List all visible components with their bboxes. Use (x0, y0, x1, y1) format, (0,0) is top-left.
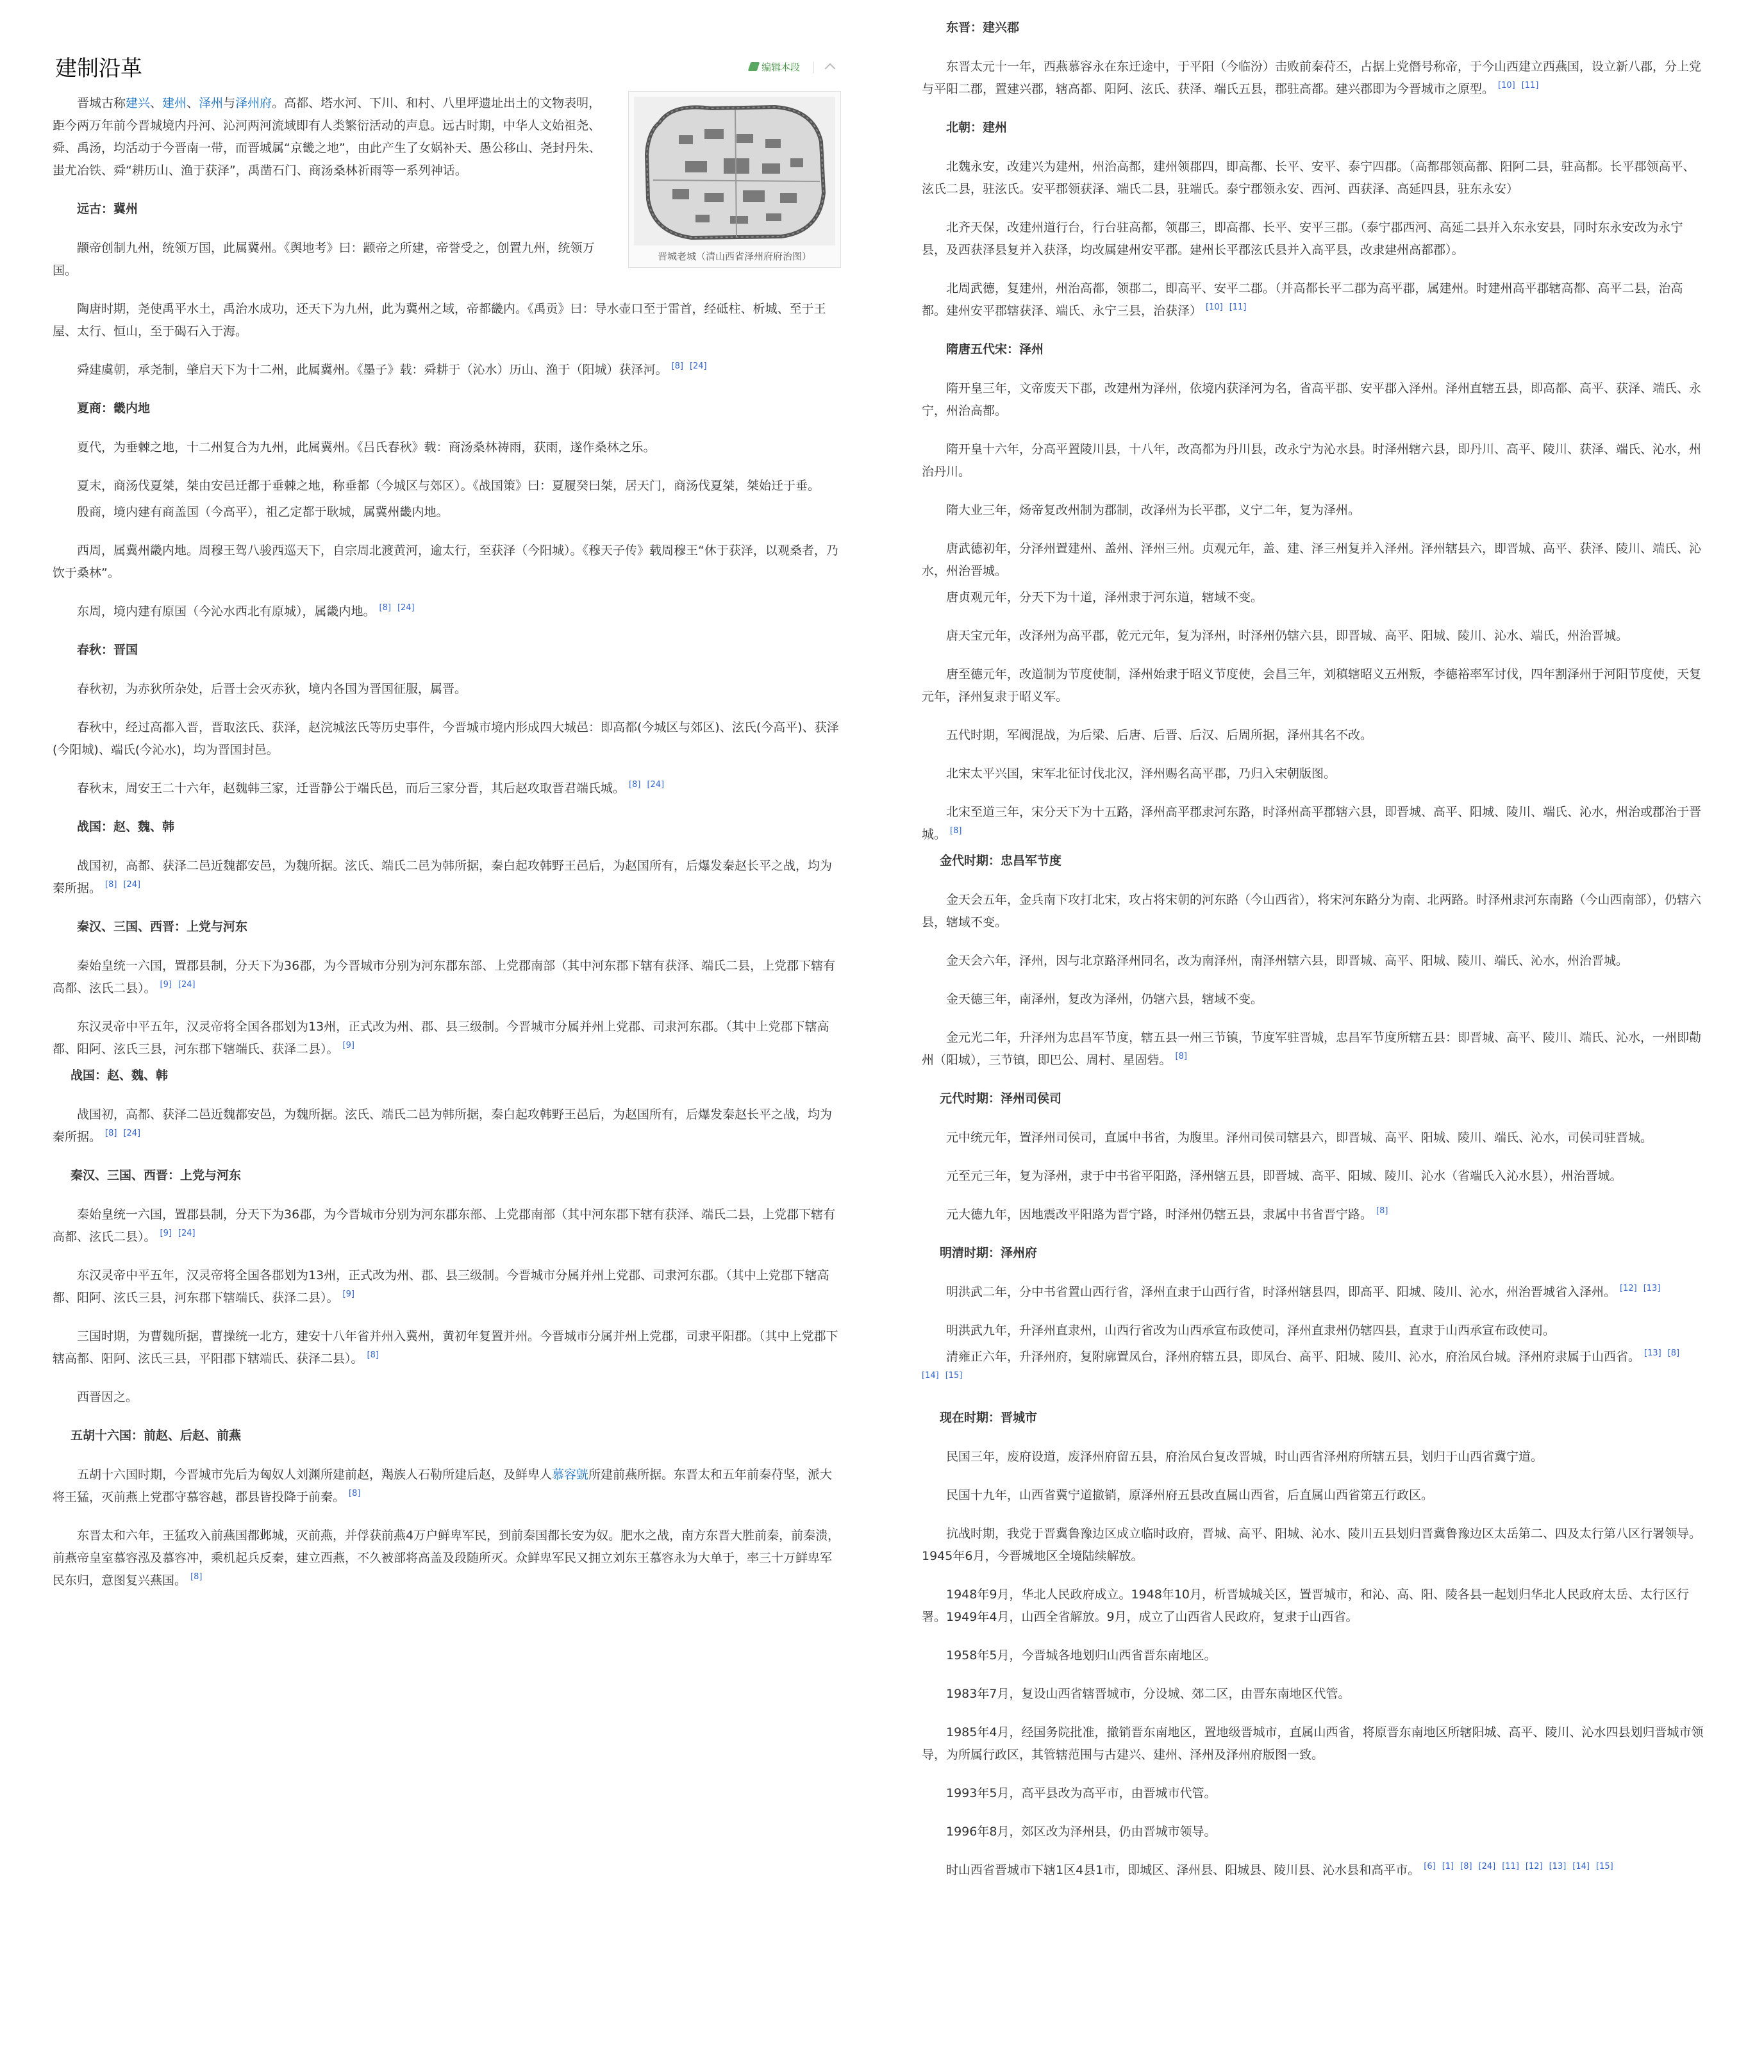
citation-ref[interactable]: [1] (1442, 1862, 1454, 1871)
citation-refs[interactable] (1206, 303, 1252, 312)
citation-ref[interactable]: [24] (123, 1129, 141, 1138)
paragraph (53, 955, 841, 1000)
collapse-section-button[interactable] (822, 59, 838, 76)
paragraph (53, 1325, 841, 1370)
citation-ref[interactable]: [11] (1229, 303, 1247, 312)
paragraph: 民国三年，废府设道，废泽州府留五县，府治凤台复改晋城，时山西省泽州府所辖五县，划归于山西省冀宁道。 (946, 1450, 1544, 1464)
paragraph (922, 1859, 1705, 1882)
paragraph: 春秋初，为赤狄所杂处，后晋士会灭赤狄，境内各国为晋国征服，属晋。 (77, 682, 467, 696)
citation-ref[interactable]: [24] (647, 780, 665, 790)
paragraph (53, 601, 841, 623)
paragraph: 1996年8月，郊区改为泽州县，仍由晋城市领导。 (946, 1825, 1217, 1839)
citation-refs[interactable] (105, 880, 147, 890)
intro-separator: 、 (150, 96, 163, 110)
paragraph (922, 801, 1705, 846)
paragraph: 西晋因之。 (77, 1390, 138, 1404)
citation-ref[interactable]: [8] (950, 826, 962, 836)
paragraph: 1983年7月，复设山西省辖晋城市，分设城、郊二区，由晋东南地区代管。 (946, 1687, 1351, 1701)
paragraph-text: 东晋太和六年，王猛攻入前燕国都邺城，灭前燕，并俘获前燕4万户鲜卑军民，到前秦国都长安为奴。肥水之战，南方东晋大胜前秦，前秦溃，前燕帝皇室慕容泓及慕容冲，乘机起兵反秦，建立西燕，不久被部将高盖及段随所灭。众鲜卑军民又拥立刘东王慕容永为大单于，率三十万鲜卑军民东归，意图复兴燕国。 (53, 1529, 840, 1587)
intro-separator: 与 (223, 96, 236, 110)
paragraph-text: 北周武德，复建州，州治高都，领郡二，即高平、安平二郡。（并高都长平二郡为高平郡，属建州。时建州高平郡辖高都、高平二县，治高都。建州安平郡辖获泽、端氏、永宁三县，治获泽） (922, 281, 1683, 318)
link-zezhou[interactable]: 泽州 (199, 96, 224, 110)
pencil-icon (748, 62, 760, 71)
paragraph: 民国十九年，山西省冀宁道撤销，原泽州府五县改直属山西省，后直属山西省第五行政区。 (946, 1488, 1434, 1502)
citation-refs[interactable] (1498, 81, 1545, 90)
paragraph-text: 金元光二年，升泽州为忠昌军节度，辖五县一州三节镇，节度军驻晋城，忠昌军节度所辖五县：即晋城、高平、陵川、端氏、沁水，一州即勣州（阳城），三节镇，即巴公、周村、星固砦。 (922, 1031, 1702, 1067)
paragraph-text: 所建前燕所据。东晋太和五年前秦苻坚，派大将王猛，灭前燕上党郡守慕容越，郡县皆投降于前秦。 (53, 1468, 833, 1504)
citation-ref[interactable]: [8] (105, 1129, 117, 1138)
citation-refs[interactable] (160, 980, 202, 990)
subheading: 五胡十六国：前赵、后赵、前燕 (71, 1429, 242, 1443)
citation-ref[interactable]: [8] (1460, 1862, 1472, 1871)
intro-separator: 、 (187, 96, 199, 110)
paragraph-text: 北宋至道三年，宋分天下为十五路，泽州高平郡隶河东路，时泽州高平郡辖六县，即晋城、高平、阳城、陵川、端氏、沁水，州治或郡治于晋城。 (922, 805, 1702, 841)
paragraph (53, 1204, 841, 1248)
divider (813, 62, 814, 73)
paragraph-text: 春秋末，周安王二十六年，赵魏韩三家，迁晋静公于端氏邑，而后三家分晋，其后赵攻取晋君端氏城。 (77, 781, 626, 795)
paragraph: 1993年5月，高平县改为高平市，由晋城市代管。 (946, 1786, 1217, 1800)
subheading: 北朝：建州 (946, 120, 1008, 135)
citation-ref[interactable]: [9] (342, 1041, 354, 1050)
paragraph-text: 东汉灵帝中平五年，汉灵帝将全国各郡划为13州，正式改为州、郡、县三级制。今晋城市分属并州上党郡、司隶河东郡。（其中上党郡下辖高都、阳阿、泫氏三县，河东郡下辖端氏、获泽二县）。 (53, 1268, 829, 1305)
paragraph-text: 东周，境内建有原国（今沁水西北有原城），属畿内地。 (77, 604, 376, 618)
paragraph (53, 1264, 841, 1309)
citation-ref[interactable]: [9] (342, 1289, 354, 1299)
subheading: 东晋：建兴郡 (946, 21, 1020, 35)
paragraph (922, 56, 1705, 101)
paragraph: 唐武德初年，分泽州置建州、盖州、泽州三州。贞观元年，盖、建、泽三州复并入泽州。泽州辖县六，即晋城、高平、获泽、陵川、端氏、沁水，州治晋城。 (922, 542, 1702, 578)
paragraph: 元中统元年，置泽州司侯司，直属中书省，为腹里。泽州司侯司辖县六，即晋城、高平、阳城、陵川、端氏、沁水，司侯司驻晋城。 (946, 1131, 1653, 1145)
citation-refs[interactable] (379, 603, 421, 613)
paragraph: 隋开皇三年，文帝废天下郡，改建州为泽州，依境内获泽河为名，省高平郡、安平郡入泽州。泽州直辖五县，即高都、高平、获泽、端氏、永宁，州治高都。 (922, 381, 1702, 418)
paragraph (53, 1016, 841, 1061)
paragraph (922, 1027, 1705, 1072)
citation-ref[interactable]: [9] (160, 1229, 172, 1238)
paragraph (922, 1346, 1705, 1391)
paragraph-text: 明洪武二年，分中书省置山西行省，泽州直隶于山西行省，时泽州辖县四，即高平、阳城、陵川、沁水，州治晋城省入泽州。 (946, 1285, 1617, 1299)
paragraph (922, 1281, 1705, 1304)
paragraph: 北魏永安，改建兴为建州，州治高都，建州领郡四，即高都、长平、安平、泰宁四郡。（高都郡领高都、阳阿二县，驻高都。长平郡领高平、泫氏二县，驻泫氏。安平郡领获泽、端氏二县，驻端氏。泰宁郡领永安、西河、西获泽、高延四县，驻东永安） (922, 160, 1695, 196)
citation-ref[interactable]: [9] (160, 980, 172, 990)
citation-ref[interactable]: [8] (629, 780, 641, 790)
citation-ref[interactable]: [8] (1667, 1348, 1680, 1358)
subheading: 金代时期：忠昌军节度 (940, 854, 1062, 868)
citation-refs[interactable] (629, 780, 670, 790)
citation-ref[interactable]: [10] (1498, 81, 1515, 90)
citation-ref[interactable]: [14] (922, 1371, 939, 1380)
subheading: 元代时期：泽州司侯司 (940, 1091, 1062, 1106)
paragraph-text: 元大德九年，因地震改平阳路为晋宁路，时泽州仍辖五县，隶属中书省晋宁路。 (946, 1207, 1373, 1222)
paragraph: 殷商，境内建有商盖国（今高平），祖乙定都于耿城，属冀州畿内地。 (77, 505, 449, 519)
citation-ref[interactable]: [8] (671, 361, 683, 371)
right-content (922, 17, 1705, 1898)
paragraph: 北宋太平兴国，宋军北征讨伐北汉，泽州赐名高平郡，乃归入宋朝版图。 (946, 767, 1336, 781)
citation-ref[interactable]: [24] (689, 361, 707, 371)
paragraph (53, 1104, 841, 1148)
subheading: 明清时期：泽州府 (940, 1246, 1038, 1260)
paragraph: 1985年4月，经国务院批准，撤销晋东南地区，置地级晋城市，直属山西省，将原晋东南地区所辖阳城、高平、陵川、沁水四县划归晋城市领导，为所属行政区，其管辖范围与古建兴、建州、泽州及泽州府版图一致。 (922, 1725, 1704, 1762)
paragraph-text: 秦始皇统一六国，置郡县制，分天下为36郡，为今晋城市分别为河东郡东部、上党郡南部（其中河东郡下辖有获泽、端氏二县，上党郡下辖有高都、泫氏二县）。 (53, 959, 836, 995)
paragraph-text: 战国初，高都、获泽二邑近魏都安邑，为魏所据。泫氏、端氏二邑为韩所据，秦白起攻韩野王邑后，为赵国所有，后爆发秦赵长平之战，均为秦所据。 (53, 859, 833, 895)
citation-refs[interactable] (160, 1229, 202, 1238)
paragraph: 金天德三年，南泽州，复改为泽州，仍辖六县，辖域不变。 (946, 992, 1263, 1006)
figure-caption: 晋城老城（清山西省泽州府府治图） (657, 251, 811, 262)
link-zezhoufu[interactable]: 泽州府 (235, 96, 272, 110)
paragraph-text: 东汉灵帝中平五年，汉灵帝将全国各郡划为13州，正式改为州、郡、县三级制。今晋城市分属并州上党郡、司隶河东郡。（其中上党郡下辖高都、阳阿、泫氏三县，河东郡下辖端氏、获泽二县）。 (53, 1020, 829, 1056)
citation-ref[interactable]: [12] (1525, 1862, 1543, 1871)
paragraph-text: 五胡十六国时期，今晋城市先后为匈奴人刘渊所建前赵，羯族人石勒所建后赵，及鲜卑人 (77, 1468, 553, 1482)
paragraph: 1948年9月，华北人民政府成立。1948年10月，析晋城城关区，置晋城市，和沁、高、阳、陵各县一起划归华北人民政府太岳、太行区行署。1949年4月，山西全省解放。9月，成立了山西省人民政府，复隶于山西省。 (922, 1587, 1689, 1624)
link-murong-huang[interactable]: 慕容皝 (552, 1468, 589, 1482)
paragraph (53, 777, 841, 800)
paragraph-text: 舜建虞朝，承尧制，肇启天下为十二州，此属冀州。《墨子》载：舜耕于（沁水）历山、渔于（阳城）获泽河。 (77, 363, 668, 377)
citation-ref[interactable]: [8] (1175, 1052, 1187, 1061)
citation-ref[interactable]: [8] (105, 880, 117, 890)
city-map-figure[interactable] (628, 91, 841, 268)
left-content (53, 92, 841, 1608)
citation-ref[interactable]: [13] (1549, 1862, 1567, 1871)
paragraph: 五代时期，军阀混战，为后梁、后唐、后晋、后汉、后周所据，泽州其名不改。 (946, 728, 1373, 742)
paragraph: 陶唐时期，尧使禹平水土，禹治水成功，还天下为九州，此为冀州之域，帝都畿内。《禹贡》曰：导水壶口至于雷首，经砥柱、析城、至于王屋、太行、恒山，至于碣石入于海。 (53, 302, 826, 338)
citation-refs[interactable] (105, 1129, 147, 1138)
citation-ref[interactable]: [24] (178, 980, 196, 990)
edit-section-label: 编辑本段 (761, 62, 800, 73)
subheading: 夏商：畿内地 (77, 401, 151, 415)
paragraph: 北齐天保，改建州道行台，行台驻高都，领郡三，即高都、长平、安平三郡。（泰宁郡西河、高延二县并入东永安县，同时东永安改为永宁县，及西获泽县复并入获泽，均改属建州安平郡。建州长平郡泫氏县并入高平县，改隶建州高都郡）。 (922, 220, 1683, 257)
subheading: 远古：冀州 (77, 202, 138, 216)
paragraph (922, 278, 1705, 322)
citation-refs[interactable] (367, 1350, 385, 1360)
paragraph: 金天会六年，泽州，因与北京路泽州同名，改为南泽州，南泽州辖六县，即晋城、高平、阳城、陵川、端氏、沁水，州治晋城。 (946, 954, 1629, 968)
intro-text: 。高都、塔水河、下川、和村、八里坪遗址出土的文物表明，距今两万年前今晋城境内丹河、沁河两河流域即有人类繁衍活动的声息。远古时期，中华人文始祖尧、舜、禹汤，均活动于今晋南一带，而晋城属“京畿之地”，由此产生了女娲补天、愚公移山、尧封丹朱、蚩尤冶铁、舜“耕历山、渔于获泽”，禹凿石门、商汤桑林祈雨等一系列神话。 (53, 96, 601, 178)
subheading: 秦汉、三国、西晋：上党与河东 (71, 1168, 242, 1182)
paragraph: 抗战时期，我党于晋冀鲁豫边区成立临时政府，晋城、高平、阳城、沁水、陵川五县划归晋冀鲁豫边区太岳第二、四及太行第八区行署领导。1945年6月，今晋城地区全境陆续解放。 (922, 1527, 1702, 1563)
citation-ref[interactable]: [13] (1644, 1348, 1661, 1358)
paragraph: 春秋中，经过高都入晋，晋取泫氏、获泽，赵浣城泫氏等历史事件，今晋城市境内形成四大城邑：即高都(今城区与郊区)、泫氏(今高平)、获泽(今阳城)、端氏(今沁水)，均为晋国封邑。 (53, 720, 839, 757)
section-title: 建制沿革 (55, 56, 142, 81)
paragraph-text: 战国初，高都、获泽二邑近魏都安邑，为魏所据。泫氏、端氏二邑为韩所据，秦白起攻韩野王邑后，为赵国所有，后爆发秦赵长平之战，均为秦所据。 (53, 1107, 833, 1144)
paragraph: 西周，属冀州畿内地。周穆王驾八骏西巡天下，自宗周北渡黄河，逾太行，至获泽（今阳城）。《穆天子传》载周穆王“休于获泽，以观桑者，乃饮于桑林”。 (53, 543, 838, 580)
citation-ref[interactable]: [8] (190, 1572, 203, 1582)
paragraph: 夏代，为垂棘之地，十二州复合为九州，此属冀州。《吕氏春秋》载：商汤桑林祷雨，获雨，遂作桑林之乐。 (77, 440, 656, 454)
paragraph: 唐天宝元年，改泽州为高平郡，乾元元年，复为泽州，时泽州仍辖六县，即晋城、高平、阳城、陵川、沁水、端氏，州治晋城。 (946, 629, 1629, 643)
old-city-map-image (634, 97, 835, 245)
subheading: 秦汉、三国、西晋：上党与河东 (77, 920, 248, 934)
citation-ref[interactable]: [13] (1643, 1284, 1661, 1293)
citation-ref[interactable]: [11] (1521, 81, 1539, 90)
paragraph: 隋开皇十六年，分高平置陵川县，十八年，改高都为丹川县，改永宁为沁水县。时泽州辖六县，即丹川、高平、陵川、获泽、端氏、沁水，州治丹川。 (922, 442, 1702, 479)
paragraph: 唐至德元年，改道制为节度使制，泽州始隶于昭义节度使，会昌三年，刘稹辖昭义五州叛，李德裕率军讨伐，四年割泽州于河阳节度使，天复元年，泽州复隶于昭义军。 (922, 667, 1702, 704)
citation-ref[interactable]: [24] (1478, 1862, 1496, 1871)
paragraph-text: 时山西省晋城市下辖1区4县1市，即城区、泽州县、阳城县、陵川县、沁水县和高平市。 (946, 1863, 1420, 1877)
paragraph: 金天会五年，金兵南下攻打北宋，攻占将宋朝的河东路（今山西省），将宋河东路分为南、北两路。时泽州隶河东南路（今山西南部），仍辖六县，辖域不变。 (922, 893, 1702, 929)
citation-refs[interactable] (1176, 1052, 1194, 1061)
citation-ref[interactable]: [8] (367, 1350, 379, 1360)
paragraph (922, 1204, 1705, 1226)
paragraph: 唐贞观元年，分天下为十道，泽州隶于河东道，辖域不变。 (946, 590, 1263, 604)
citation-ref[interactable]: [6] (1424, 1862, 1436, 1871)
citation-ref[interactable]: [11] (1502, 1862, 1519, 1871)
citation-ref[interactable]: [8] (1376, 1206, 1388, 1216)
citation-ref[interactable]: [15] (1595, 1862, 1613, 1871)
paragraph (53, 359, 841, 381)
section-header (53, 53, 841, 85)
edit-section-button[interactable] (749, 59, 800, 76)
paragraph: 元至元三年，复为泽州，隶于中书省平阳路，泽州辖五县，即晋城、高平、阳城、陵川、沁水（省端氏入沁水县），州治晋城。 (946, 1169, 1622, 1183)
paragraph-text: 秦始皇统一六国，置郡县制，分天下为36郡，为今晋城市分别为河东郡东部、上党郡南部（其中河东郡下辖有获泽、端氏二县，上党郡下辖有高都、泫氏二县）。 (53, 1207, 836, 1244)
subheading: 战国：赵、魏、韩 (77, 820, 175, 834)
paragraph: 隋大业三年，炀帝复改州制为郡制，改泽州为长平郡，义宁二年，复为泽州。 (946, 503, 1361, 517)
citation-ref[interactable]: [24] (397, 603, 415, 613)
paragraph (53, 855, 841, 900)
citation-refs[interactable] (1620, 1284, 1667, 1293)
citation-ref[interactable]: [12] (1620, 1284, 1637, 1293)
paragraph-text: 东晋太元十一年，西燕慕容永在东迁途中，于平阳（今临汾）击败前秦苻丕，占据上党僭号称帝，于今山西建立西燕国，设立新八郡，分上党与平阳二郡，置建兴郡，辖高都、阳阿、泫氏、获泽、端氏五县，郡驻高都。建兴郡即为今晋城市之原型。 (922, 60, 1702, 96)
citation-refs[interactable] (1424, 1862, 1619, 1871)
paragraph-text: 三国时期，为曹魏所据，曹操统一北方，建安十八年省并州入冀州，黄初年复置并州。今晋城市分属并州上党郡，司隶平阳郡。（其中上党郡下辖高都、阳阿、泫氏三县，平阳郡下辖端氏、获泽二县）。 (53, 1329, 838, 1366)
citation-refs[interactable] (349, 1489, 367, 1498)
citation-ref[interactable]: [10] (1206, 303, 1223, 312)
paragraph: 1958年5月，今晋城各地划归山西省晋东南地区。 (946, 1648, 1217, 1662)
citation-refs[interactable] (343, 1289, 361, 1299)
citation-refs[interactable] (1376, 1206, 1394, 1216)
citation-refs[interactable] (343, 1041, 361, 1050)
citation-refs[interactable] (672, 361, 713, 371)
paragraph: 明洪武九年，升泽州直隶州，山西行省改为山西承宣布政使司，泽州直隶州仍辖四县，直隶于山西承宣布政使司。 (946, 1323, 1556, 1338)
citation-refs[interactable] (950, 826, 968, 836)
paragraph: 颛帝创制九州，统领万国，此属冀州。《舆地考》曰：颛帝之所建，帝誉受之，创置九州，统领万国。 (53, 241, 595, 278)
link-jianxing[interactable]: 建兴 (126, 96, 151, 110)
paragraph (53, 1464, 841, 1509)
subheading: 现在时期：晋城市 (940, 1411, 1038, 1425)
intro-text: 晋城古称 (77, 96, 126, 110)
paragraph (53, 1525, 841, 1592)
paragraph-text: 清雍正六年，升泽州府，复附廓置凤台，泽州府辖五县，即凤台、高平、阳城、陵川、沁水，府治凤台城。泽州府隶属于山西省。 (946, 1350, 1641, 1364)
paragraph: 夏末，商汤伐夏桀，桀由安邑迁都于垂棘之地，称垂都（今城区与郊区）。《战国策》曰：夏履癸曰桀，居天门，商汤伐夏桀，桀始迁于垂。 (77, 479, 820, 493)
citation-ref[interactable]: [14] (1572, 1862, 1590, 1871)
citation-ref[interactable]: [8] (349, 1489, 361, 1498)
citation-ref[interactable]: [8] (379, 603, 391, 613)
citation-ref[interactable]: [24] (123, 880, 141, 890)
link-jianzhou[interactable]: 建州 (162, 96, 187, 110)
citation-ref[interactable]: [15] (945, 1371, 963, 1380)
citation-ref[interactable]: [24] (178, 1229, 196, 1238)
subheading: 春秋：晋国 (77, 643, 138, 657)
subheading: 隋唐五代宋：泽州 (946, 342, 1044, 356)
citation-refs[interactable] (190, 1572, 208, 1582)
subheading: 战国：赵、魏、韩 (71, 1068, 169, 1082)
